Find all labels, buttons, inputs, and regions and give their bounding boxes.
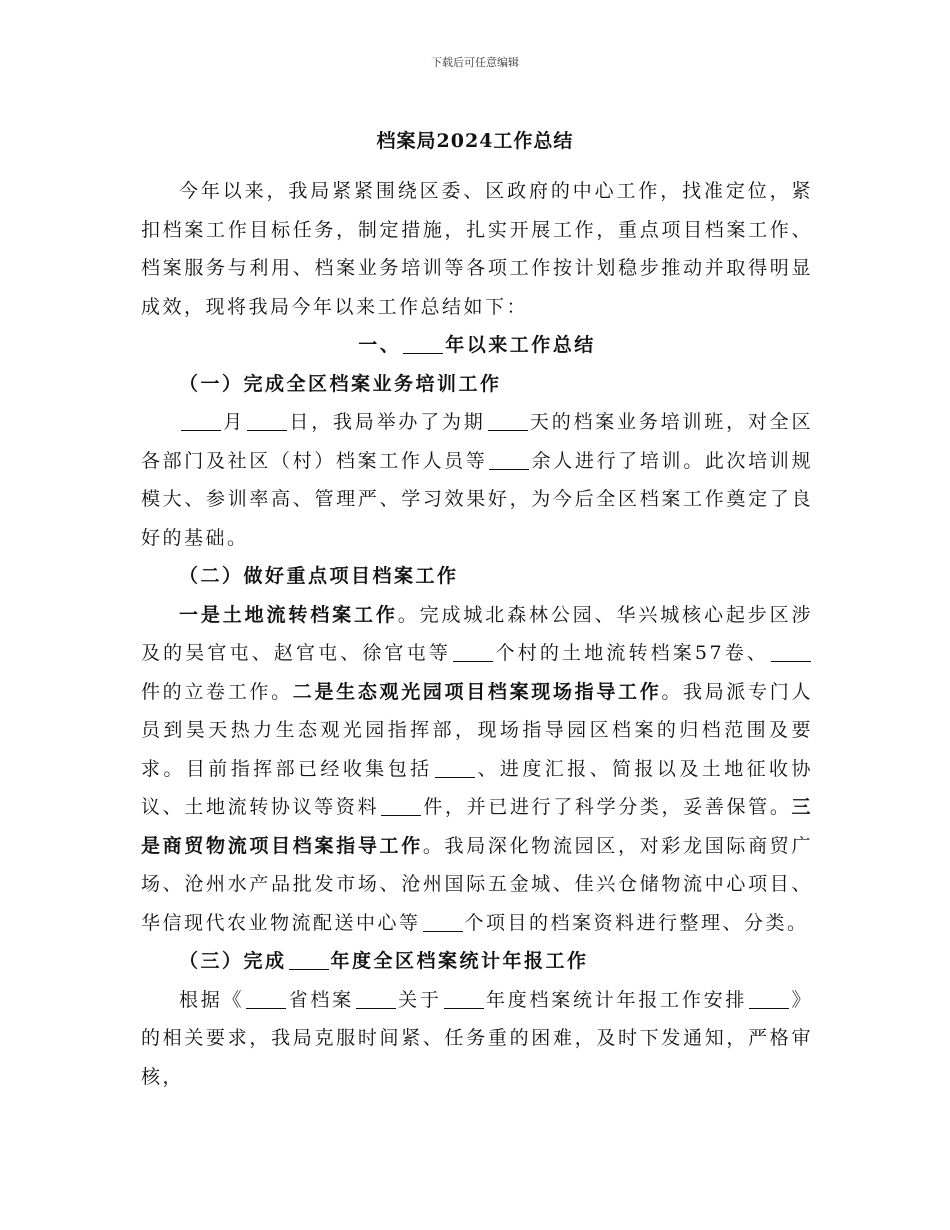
blank-field	[181, 411, 221, 431]
blank-field	[771, 642, 811, 662]
blank-field	[444, 989, 484, 1009]
document-title: 档案局2024工作总结	[376, 130, 574, 152]
subsection-1-paragraph: 月 日，我局举办了为期 天的档案业务培训班，对全区各部门及社区（村）档案工作人员等 余人进行了培训。此次培训规模大、参训率高、管理严、学习效果好，为今后全区档案工作奠定了良好的基础。	[141, 411, 813, 549]
subsection-3-paragraph: 根据《 省档案 关于 年度档案统计年报工作安排 》的相关要求，我局克服时间紧、任务重的困难，及时下发通知，严格审核，	[141, 988, 813, 1088]
blank-field	[403, 334, 443, 354]
header-note: 下载后可任意编辑	[431, 56, 519, 69]
subsection-2-paragraph: 一是土地流转档案工作。完成城北森林公园、华兴城核心起步区涉及的吴官屯、赵官屯、徐官屯等 个村的土地流转档案57卷、件的立卷工作。二是生态观光园项目档案现场指导工作。我局派专门人员到昊天热力生态观光园指挥部，现场指导园区档案的归档范围及要求。目前指挥部已经收集包括 、进度汇报、简报以及土地征收协议、土地流转协议等资料 件，并已进行了科学分类，妥善保管。三是商贸物流项目档案指导工作。我局深化物流园区，对彩龙国际商贸广场、沧州水产品批发市场、沧州国际五金城、佳兴仓储物流中心项目、华信现代农业物流配送中心等 个项目的档案资料进行整理、分类。	[141, 603, 813, 934]
blank-field	[246, 989, 286, 1009]
blank-field	[749, 989, 789, 1009]
blank-field	[423, 912, 463, 932]
subsection-heading-3: （三）完成 年度全区档案统计年报工作	[179, 950, 589, 972]
document-body	[141, 172, 813, 1096]
blank-field	[489, 450, 529, 470]
blank-field	[381, 796, 421, 816]
blank-field	[356, 989, 396, 1009]
blank-field	[435, 758, 475, 778]
intro-paragraph: 今年以来，我局紧紧围绕区委、区政府的中心工作，找准定位，紧扣档案工作目标任务，制定措施，扎实开展工作，重点项目档案工作、档案服务与利用、档案业务培训等各项工作按计划稳步推动并取得明显成效，现将我局今年以来工作总结如下：	[141, 180, 813, 318]
blank-field	[453, 642, 493, 662]
blank-field	[247, 411, 287, 431]
blank-field	[289, 950, 329, 970]
section-heading-1: 一、 年以来工作总结	[358, 334, 596, 356]
blank-field	[488, 411, 528, 431]
subsection-heading-1: （一）完成全区档案业务培训工作	[179, 372, 502, 395]
subsection-heading-2: （二）做好重点项目档案工作	[179, 565, 459, 587]
